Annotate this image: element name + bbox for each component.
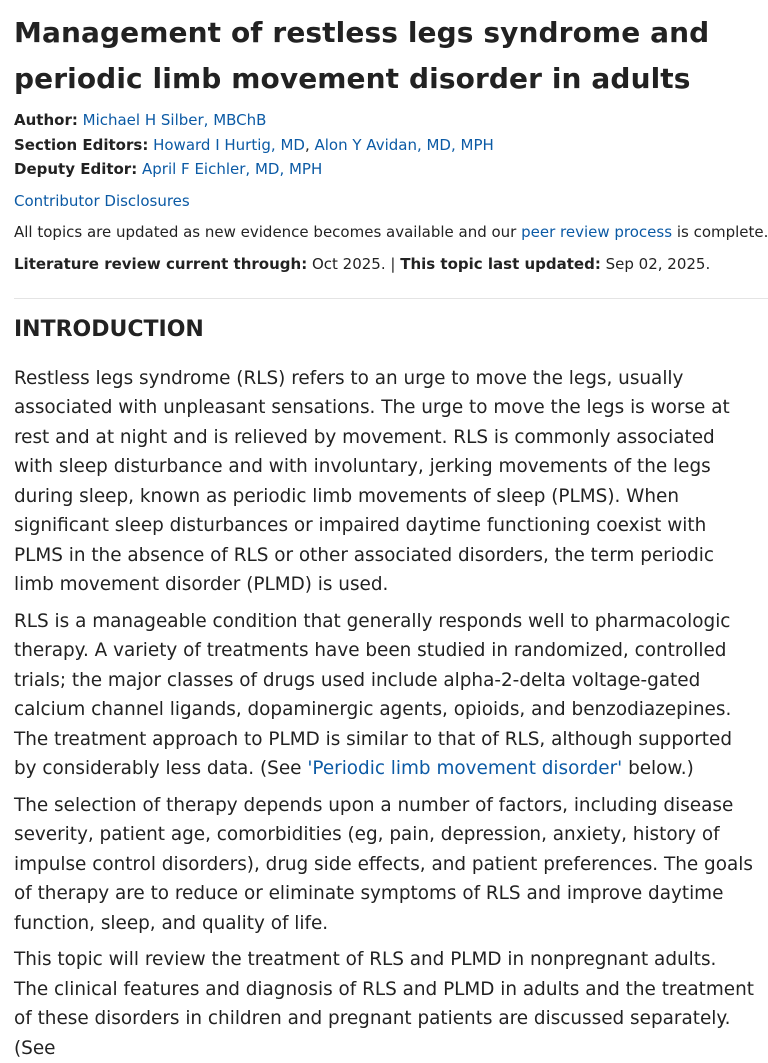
paragraph-2-text: RLS is a manageable condition that generally responds well to pharmacologic therapy. A variety of treatments have been studied in randomized, controlled trials; the major classes of drugs used include alpha-2-delta voltage-gated calcium channel ligands, dopaminergic agents, opioids, and benzodiazepines. The treatment approach to PLMD is similar to that of RLS, although supported by considerably less data. (See: [14, 611, 732, 780]
peer-review-process-link[interactable]: peer review process: [521, 223, 672, 241]
paragraph-1: Restless legs syndrome (RLS) refers to an urge to move the legs, usually associated with unpleasant sensations. The urge to move the legs is worse at rest and at night and is relieved by movement. RLS is commonly associated with sleep disturbance and with involuntary, jerking movements of the legs during sleep, known as periodic limb movements of sleep (PLMS). When significant sleep disturbances or impaired daytime functioning coexist with PLMS in the absence of RLS or other associated disorders, the term periodic limb movement disorder (PLMD) is used.: [14, 364, 754, 600]
paragraph-2: [14, 607, 754, 784]
update-note: [14, 220, 754, 244]
last-updated-date: Sep 02, 2025.: [601, 255, 710, 273]
deputy-editor-line: [14, 157, 754, 182]
topic-page: [0, 10, 754, 1063]
author-line: [14, 108, 754, 133]
literature-review-label: Literature review current through:: [14, 255, 307, 273]
page-title: Management of restless legs syndrome and periodic limb movement disorder in adults: [14, 10, 754, 102]
introduction-body: [14, 364, 754, 1063]
section-editor-link-2[interactable]: Alon Y Avidan, MD, MPH: [315, 136, 494, 154]
deputy-editor-link[interactable]: April F Eichler, MD, MPH: [142, 160, 322, 178]
author-label: Author:: [14, 111, 78, 129]
paragraph-3: The selection of therapy depends upon a number of factors, including disease severity, patient age, comorbidities (eg, pain, depression, anxiety, history of impulse control disorders), drug side effects, and patient preferences. The goals of therapy are to reduce or eliminate symptoms of RLS and improve daytime function, sleep, and quality of life.: [14, 791, 754, 939]
update-note-text: All topics are updated as new evidence becomes available and our: [14, 223, 521, 241]
section-editor-link-1[interactable]: Howard I Hurtig, MD: [153, 136, 305, 154]
review-separator: |: [386, 255, 401, 273]
paragraph-2-text-end: below.): [622, 758, 694, 779]
review-dates-line: [14, 252, 754, 276]
paragraph-4: This topic will review the treatment of RLS and PLMD in nonpregnant adults. The clinical features and diagnosis of RLS and PLMD in adults and the treatment of these disorders in children and pregnant patients are discussed separately. (See: [14, 945, 754, 1063]
disclosures-line: [14, 189, 754, 213]
section-editors-label: Section Editors:: [14, 136, 148, 154]
deputy-editor-label: Deputy Editor:: [14, 160, 137, 178]
header-divider: [14, 298, 768, 299]
section-editors-line: [14, 133, 754, 158]
section-heading-introduction: INTRODUCTION: [14, 315, 754, 345]
author-link[interactable]: Michael H Silber, MBChB: [83, 111, 267, 129]
periodic-limb-movement-disorder-link[interactable]: 'Periodic limb movement disorder': [307, 758, 622, 779]
contributor-disclosures-link[interactable]: Contributor Disclosures: [14, 192, 190, 210]
update-note-text-end: is complete.: [672, 223, 768, 241]
editor-separator: ,: [305, 136, 315, 154]
literature-review-date: Oct 2025.: [307, 255, 385, 273]
last-updated-label: This topic last updated:: [400, 255, 601, 273]
